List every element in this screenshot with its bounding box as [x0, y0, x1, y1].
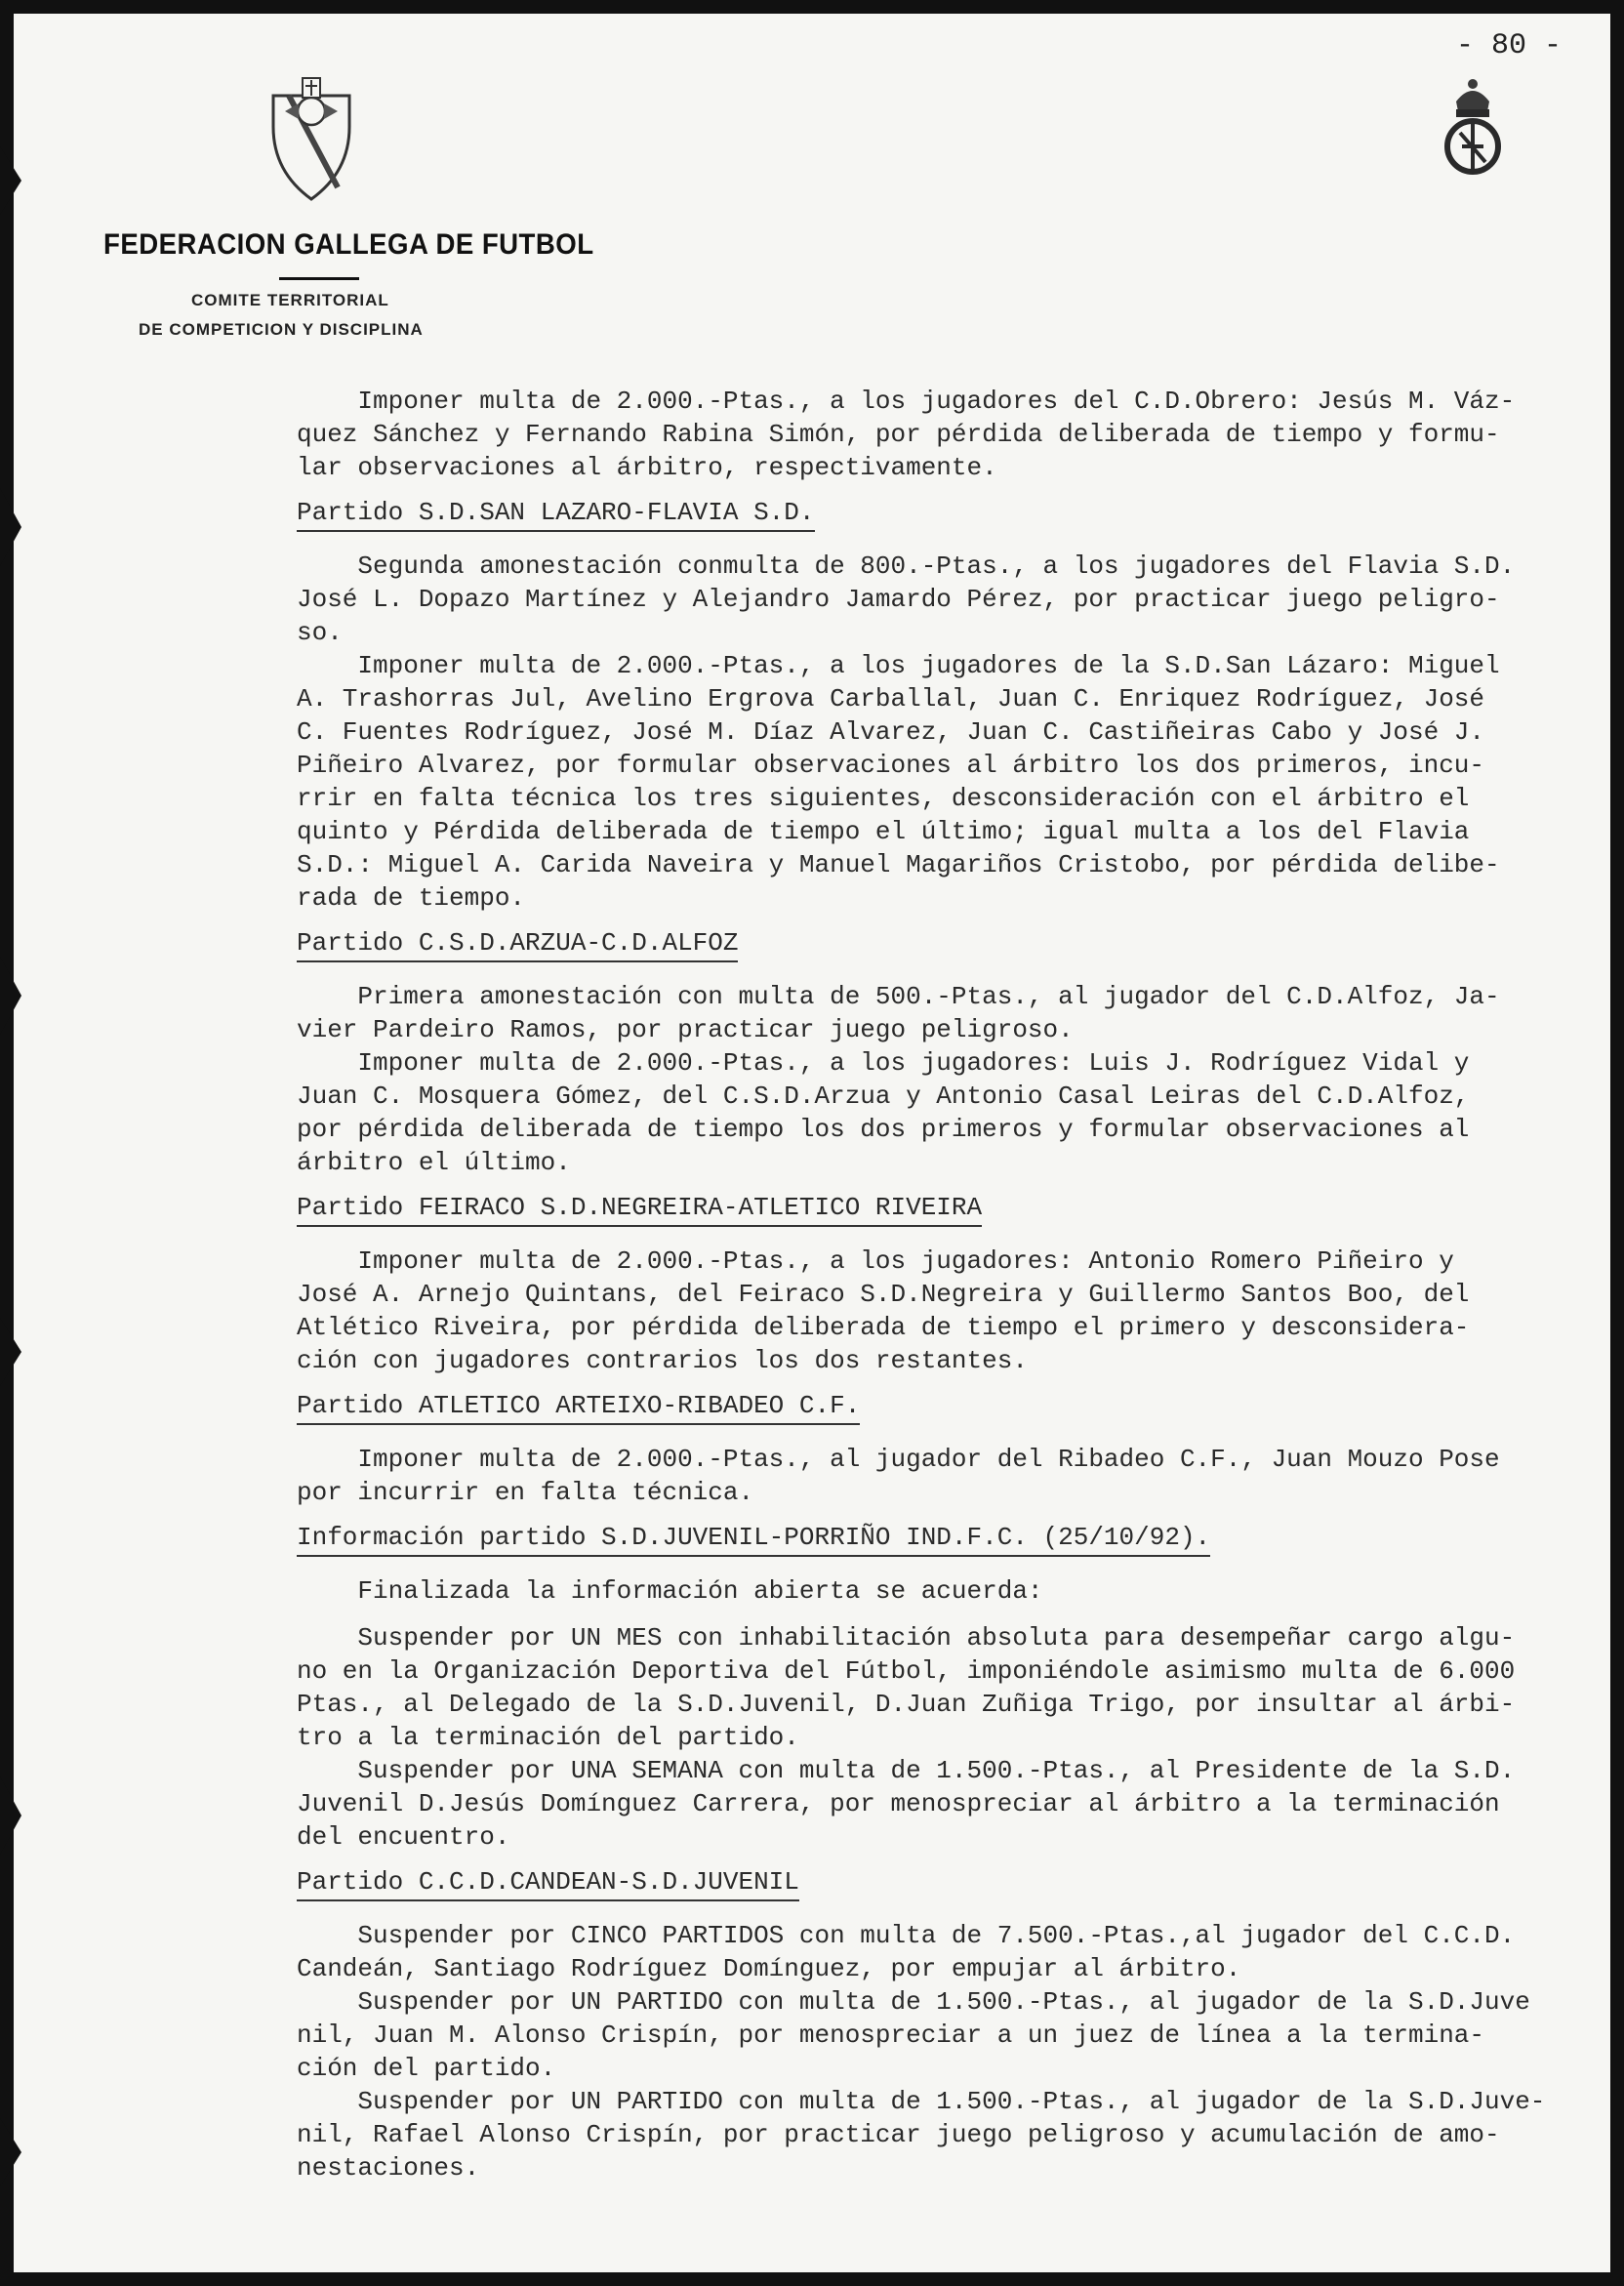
paragraph [283, 1443, 1603, 1509]
text-line: S.D.: Miguel A. Carida Naveira y Manuel Magariños Cristobo, por pérdida delibe- [297, 850, 1500, 879]
paragraph [283, 980, 1603, 1046]
text-line: tro a la terminación del partido. [297, 1723, 799, 1752]
paragraph [283, 1985, 1603, 2085]
paragraph [283, 1919, 1603, 1985]
text-line: C. Fuentes Rodríguez, José M. Díaz Alvarez, Juan C. Castiñeiras Cabo y José J. [297, 717, 1484, 747]
text-line: quez Sánchez y Fernando Rabina Simón, por pérdida deliberada de tiempo y formu- [297, 420, 1500, 449]
text-line: Imponer multa de 2.000.-Ptas., a los jugadores del C.D.Obrero: Jesús M. Váz- [297, 387, 1516, 416]
text-line: Imponer multa de 2.000.-Ptas., a los jugadores: Luis J. Rodríguez Vidal y [297, 1048, 1470, 1078]
text-line: Candeán, Santiago Rodríguez Domínguez, por empujar al árbitro. [297, 1954, 1241, 1983]
text-line: Juan C. Mosquera Gómez, del C.S.D.Arzua y Antonio Casal Leiras del C.D.Alfoz, [297, 1082, 1470, 1111]
text-line: ción con jugadores contrarios los dos restantes. [297, 1346, 1028, 1375]
text-line: José A. Arnejo Quintans, del Feiraco S.D.Negreira y Guillermo Santos Boo, del [297, 1280, 1470, 1309]
paragraph [283, 1245, 1603, 1377]
document-page [14, 14, 1610, 2272]
paragraph-gap [283, 1608, 1603, 1621]
paragraph [283, 1621, 1603, 1754]
text-line: José L. Dopazo Martínez y Alejandro Jamardo Pérez, por practicar juego peligro- [297, 585, 1500, 614]
letterhead-divider [279, 277, 359, 280]
paragraph [283, 649, 1603, 915]
text-line: Imponer multa de 2.000.-Ptas., al jugador del Ribadeo C.F., Juan Mouzo Pose [297, 1445, 1500, 1474]
text-line: Suspender por UN PARTIDO con multa de 1.500.-Ptas., al jugador de la S.D.Juve [297, 1987, 1530, 2017]
match-heading: Partido S.D.SAN LAZARO-FLAVIA S.D. [297, 496, 815, 532]
text-line: Atlético Riveira, por pérdida deliberada de tiempo el primero y desconsidera- [297, 1313, 1470, 1342]
match-heading: Partido FEIRACO S.D.NEGREIRA-ATLETICO RIVEIRA [297, 1191, 982, 1227]
text-line: Juvenil D.Jesús Domínguez Carrera, por menospreciar al árbitro a la terminación [297, 1789, 1500, 1818]
match-heading: Información partido S.D.JUVENIL-PORRIÑO IND.F.C. (25/10/92). [297, 1521, 1210, 1557]
text-line: por pérdida deliberada de tiempo los dos primeros y formular observaciones al [297, 1115, 1470, 1144]
text-line: so. [297, 618, 343, 647]
paragraph [283, 550, 1603, 649]
text-line: Segunda amonestación conmulta de 800.-Ptas., a los jugadores del Flavia S.D. [297, 551, 1516, 581]
paragraph [283, 2085, 1603, 2184]
text-line: Imponer multa de 2.000.-Ptas., a los jugadores: Antonio Romero Piñeiro y [297, 1246, 1454, 1276]
text-line: Finalizada la información abierta se acuerda: [297, 1576, 1043, 1606]
paragraph [283, 1046, 1603, 1179]
match-heading: Partido C.C.D.CANDEAN-S.D.JUVENIL [297, 1865, 799, 1901]
text-line: por incurrir en falta técnica. [297, 1478, 754, 1507]
paragraph [283, 385, 1603, 484]
federation-shield-logo [269, 74, 353, 203]
text-line: Suspender por UN PARTIDO con multa de 1.500.-Ptas., al jugador de la S.D.Juve- [297, 2087, 1546, 2116]
rfef-crown-emblem [1442, 72, 1503, 189]
text-line: rrir en falta técnica los tres siguientes, desconsideración con el árbitro el [297, 784, 1470, 813]
match-heading: Partido ATLETICO ARTEIXO-RIBADEO C.F. [297, 1389, 860, 1425]
page-number: - 80 - [1456, 29, 1563, 62]
text-line: Suspender por UN MES con inhabilitación absoluta para desempeñar cargo algu- [297, 1623, 1516, 1653]
text-line: del encuentro. [297, 1822, 510, 1852]
text-line: nil, Rafael Alonso Crispín, por practicar juego peligroso y acumulación de amo- [297, 2120, 1500, 2149]
committee-line-1: COMITE TERRITORIAL [191, 291, 389, 309]
text-line: Primera amonestación con multa de 500.-Ptas., al jugador del C.D.Alfoz, Ja- [297, 982, 1500, 1011]
text-line: nil, Juan M. Alonso Crispín, por menospreciar a un juez de línea a la termina- [297, 2021, 1484, 2050]
text-line: no en la Organización Deportiva del Fútbol, imponiéndole asimismo multa de 6.000 [297, 1656, 1516, 1686]
text-line: ción del partido. [297, 2054, 556, 2083]
text-line: rada de tiempo. [297, 883, 526, 913]
text-line: Suspender por CINCO PARTIDOS con multa de 7.500.-Ptas.,al jugador del C.C.D. [297, 1921, 1516, 1950]
text-line: A. Trashorras Jul, Avelino Ergrova Carballal, Juan C. Enriquez Rodríguez, José [297, 684, 1484, 714]
text-line: lar observaciones al árbitro, respectivamente. [297, 453, 997, 482]
text-line: Suspender por UNA SEMANA con multa de 1.500.-Ptas., al Presidente de la S.D. [297, 1756, 1516, 1785]
paragraph [283, 1754, 1603, 1854]
text-line: Ptas., al Delegado de la S.D.Juvenil, D.Juan Zuñiga Trigo, por insultar al árbi- [297, 1690, 1516, 1719]
paragraph [283, 1574, 1603, 1608]
text-line: Piñeiro Alvarez, por formular observaciones al árbitro los dos primeros, incu- [297, 751, 1484, 780]
text-line: árbitro el último. [297, 1148, 571, 1177]
match-heading: Partido C.S.D.ARZUA-C.D.ALFOZ [297, 926, 738, 962]
document-body [283, 385, 1603, 2184]
text-line: quinto y Pérdida deliberada de tiempo el último; igual multa a los del Flavia [297, 817, 1470, 846]
text-line: nestaciones. [297, 2153, 480, 2183]
federation-name: FEDERACION GALLEGA DE FUTBOL [103, 228, 594, 261]
text-line: vier Pardeiro Ramos, por practicar juego peligroso. [297, 1015, 1074, 1044]
text-line: Imponer multa de 2.000.-Ptas., a los jugadores de la S.D.San Lázaro: Miguel [297, 651, 1500, 680]
committee-line-2: DE COMPETICION Y DISCIPLINA [139, 320, 424, 339]
